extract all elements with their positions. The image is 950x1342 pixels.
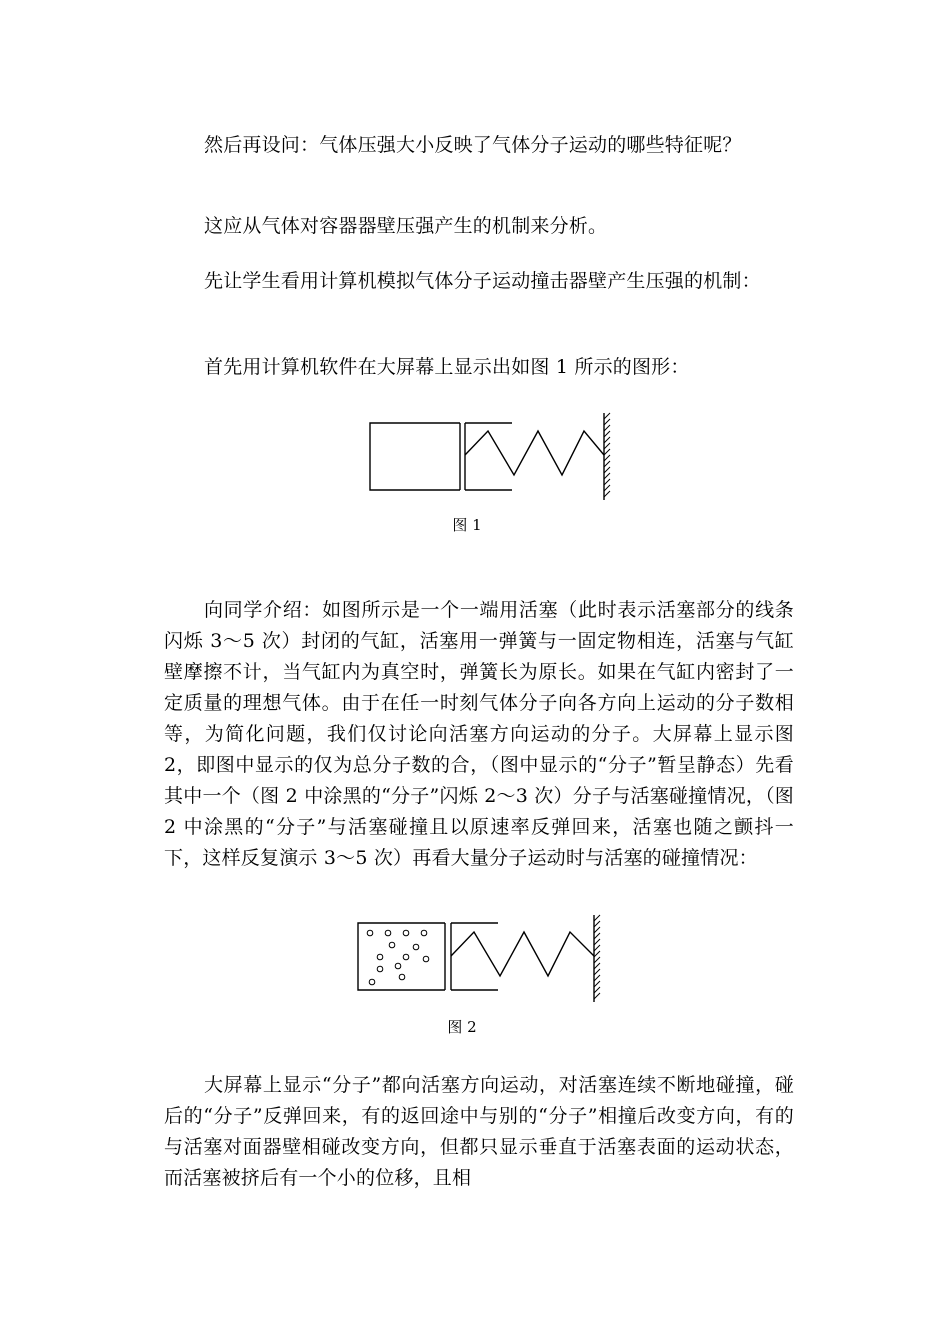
- paragraph-mechanism: 这应从气体对容器器壁压强产生的机制来分析。: [204, 215, 608, 237]
- hatch-mark: [604, 479, 610, 485]
- hatch-mark: [604, 437, 610, 443]
- hatch-mark: [604, 431, 610, 437]
- spring: [465, 431, 604, 475]
- hatch-mark: [594, 951, 600, 957]
- paragraph-molecule-motion: 大屏幕上显示“分子”都向活塞方向运动，对活塞连续不断地碰撞，碰后的“分子”反弹回来，有的返回途中与别的“分子”相撞后改变方向，有的与活塞对面器壁相碰改变方向，但都只显示垂直于活塞表面的运动状态，而活塞被挤后有一个小的位移，且相: [164, 1074, 794, 1189]
- gas-molecule: [403, 930, 409, 936]
- hatch-mark: [604, 413, 610, 419]
- hatch-mark: [594, 975, 600, 981]
- gas-molecule: [369, 979, 375, 985]
- gas-molecule: [385, 930, 391, 936]
- figure-2-molecules-diagram: [350, 910, 612, 1010]
- hatch-mark: [604, 449, 610, 455]
- gas-molecules: [367, 930, 429, 985]
- hatch-mark: [594, 939, 600, 945]
- hatch-mark: [604, 461, 610, 467]
- hatch-mark: [604, 419, 610, 425]
- paragraph-simulation-intro: 先让学生看用计算机模拟气体分子运动撞击器壁产生压强的机制：: [204, 270, 761, 292]
- gas-molecule: [399, 974, 405, 980]
- hatch-mark: [594, 927, 600, 933]
- hatch-mark: [594, 963, 600, 969]
- spring: [451, 932, 594, 976]
- figure-1-cylinder-diagram: [360, 405, 620, 505]
- hatch-mark: [604, 443, 610, 449]
- hatch-mark: [594, 969, 600, 975]
- hatch-mark: [604, 425, 610, 431]
- gas-molecule: [367, 930, 373, 936]
- figure-1-caption: 图 1: [452, 516, 482, 534]
- hatch-mark: [604, 467, 610, 473]
- hatch-mark: [594, 933, 600, 939]
- hatch-mark: [604, 485, 610, 491]
- gas-molecule: [389, 942, 395, 948]
- cylinder-outline: [370, 423, 460, 490]
- gas-molecule: [377, 966, 383, 972]
- gas-molecule: [403, 954, 409, 960]
- gas-molecule: [423, 956, 429, 962]
- hatch-mark: [594, 993, 600, 999]
- wall-hatching: [604, 413, 610, 497]
- gas-molecule: [395, 963, 401, 969]
- hatch-mark: [594, 945, 600, 951]
- paragraph-introduction: 向同学介绍：如图所示是一个一端用活塞（此时表示活塞部分的线条闪烁 3～5 次）封闭的气缸，活塞用一弹簧与一固定物相连，活塞与气缸壁摩擦不计，当气缸内为真空时，弹簧长为原长。如果在气缸内密封了一定质量的理想气体。由于在任一时刻气体分子向各方向上运动的分子数相等，为简化问题，我们仅讨论向活塞方向运动的分子。大屏幕上显示图 2，即图中显示的仅为总分子数的合，（图中显示的“分子”暂呈静态）先看其中一个（图 2 中涂黑的“分子”闪烁 2～3 次）分子与活塞碰撞情况，（图 2 中涂黑的“分子”与活塞碰撞且以原速率反弹回来，活塞也随之颤抖一下，这样反复演示 3～5 次）再看大量分子运动时与活塞的碰撞情况：: [164, 599, 794, 869]
- gas-molecule: [413, 944, 419, 950]
- wall-hatching: [594, 915, 600, 999]
- gas-molecule: [377, 954, 383, 960]
- hatch-mark: [604, 473, 610, 479]
- hatch-mark: [594, 921, 600, 927]
- hatch-mark: [594, 957, 600, 963]
- hatch-mark: [594, 981, 600, 987]
- gas-molecule: [421, 930, 427, 936]
- paragraph-question: 然后再设问：气体压强大小反映了气体分子运动的哪些特征呢？: [204, 134, 742, 156]
- hatch-mark: [604, 491, 610, 497]
- hatch-mark: [594, 987, 600, 993]
- figure-2-caption: 图 2: [447, 1018, 477, 1036]
- paragraph-figure1-intro: 首先用计算机软件在大屏幕上显示出如图 1 所示的图形：: [204, 356, 690, 378]
- hatch-mark: [594, 915, 600, 921]
- hatch-mark: [604, 455, 610, 461]
